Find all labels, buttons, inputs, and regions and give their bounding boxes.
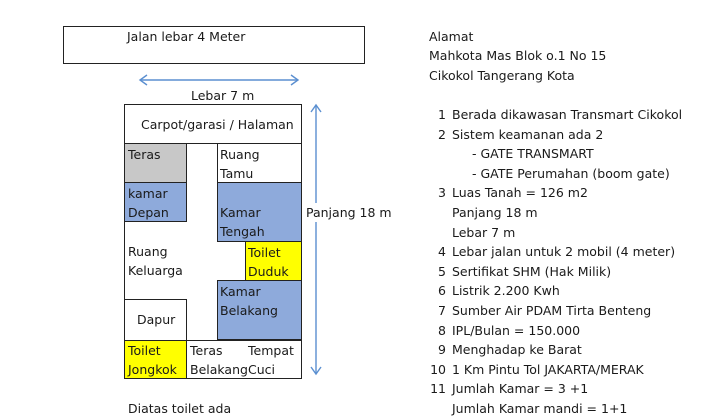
toilet-jongkok-label-2: Jongkok bbox=[128, 362, 177, 377]
feature-number: 2 bbox=[438, 126, 446, 142]
feature-item bbox=[420, 203, 682, 223]
feature-number: 6 bbox=[438, 283, 446, 299]
address-line-2: Cikokol Tangerang Kota bbox=[429, 68, 575, 83]
feature-text: IPL/Bulan = 150.000 bbox=[452, 322, 581, 338]
feature-number: 1 bbox=[438, 107, 446, 122]
feature-text: Panjang 18 m bbox=[452, 204, 538, 220]
footer-note: Diatas toilet ada bbox=[128, 401, 232, 416]
teras-belakang-label-2: Belakang bbox=[190, 362, 248, 377]
ruang-tamu-label-1: Ruang bbox=[220, 147, 260, 162]
feature-item bbox=[420, 223, 682, 243]
tempat-cuci-label-1: Tempat bbox=[248, 343, 294, 358]
feature-text: Jumlah Kamar mandi = 1+1 bbox=[452, 400, 628, 416]
tempat-cuci-label-2: Cuci bbox=[248, 362, 275, 377]
feature-number: 4 bbox=[438, 244, 446, 260]
feature-text: Listrik 2.200 Kwh bbox=[452, 283, 560, 299]
feature-item bbox=[420, 105, 682, 125]
feature-text: - GATE TRANSMART bbox=[472, 146, 594, 162]
address-line-1: Mahkota Mas Blok o.1 No 15 bbox=[429, 48, 607, 63]
feature-number: 10 bbox=[430, 361, 446, 377]
feature-text: Berada dikawasan Transmart Cikokol bbox=[452, 107, 683, 122]
ruang-keluarga-label-2: Keluarga bbox=[128, 263, 183, 278]
feature-item bbox=[420, 301, 682, 321]
feature-item bbox=[420, 360, 682, 380]
teras-label: Teras bbox=[128, 147, 161, 162]
kamar-tengah-label-1: Kamar bbox=[220, 205, 261, 220]
ruang-tamu-label-2: Tamu bbox=[220, 166, 254, 181]
feature-number: 3 bbox=[438, 185, 446, 201]
feature-number: 9 bbox=[438, 342, 446, 358]
feature-item bbox=[420, 321, 682, 341]
feature-item bbox=[420, 164, 682, 184]
feature-number: 5 bbox=[438, 263, 446, 279]
feature-item bbox=[420, 281, 682, 301]
feature-number: 7 bbox=[438, 302, 446, 318]
kamar-depan-label-2: Depan bbox=[128, 205, 169, 220]
toilet-jongkok-label-1: Toilet bbox=[128, 343, 161, 358]
feature-item bbox=[420, 144, 682, 164]
feature-text: Jumlah Kamar = 3 +1 bbox=[452, 381, 589, 397]
feature-item bbox=[420, 379, 682, 399]
toilet-duduk-label-2: Duduk bbox=[248, 264, 289, 279]
feature-text: Sistem keamanan ada 2 bbox=[452, 126, 604, 142]
toilet-duduk-label-1: Toilet bbox=[248, 245, 281, 260]
address-heading: Alamat bbox=[429, 29, 474, 44]
feature-text: Lebar 7 m bbox=[452, 224, 516, 240]
feature-text: - GATE Perumahan (boom gate) bbox=[472, 165, 670, 181]
width-label: Lebar 7 m bbox=[191, 88, 255, 103]
feature-item bbox=[420, 183, 682, 203]
feature-number: 11 bbox=[430, 381, 446, 397]
kamar-depan-label-1: kamar bbox=[128, 186, 168, 201]
length-label: Panjang 18 m bbox=[306, 205, 392, 220]
feature-text: Menghadap ke Barat bbox=[452, 342, 582, 358]
teras-belakang-label-1: Teras bbox=[190, 343, 223, 358]
feature-item bbox=[420, 399, 682, 419]
ruang-keluarga-label-1: Ruang bbox=[128, 244, 168, 259]
dapur-label: Dapur bbox=[137, 312, 176, 327]
feature-text: Luas Tanah = 126 m2 bbox=[452, 185, 588, 201]
feature-list bbox=[420, 105, 682, 419]
feature-item bbox=[420, 242, 682, 262]
kamar-belakang-label-2: Belakang bbox=[220, 303, 278, 318]
feature-text: 1 Km Pintu Tol JAKARTA/MERAK bbox=[452, 361, 644, 377]
carport-label: Carpot/garasi / Halaman bbox=[141, 117, 294, 132]
feature-item bbox=[420, 340, 682, 360]
feature-text: Sertifikat SHM (Hak Milik) bbox=[452, 263, 612, 279]
kamar-tengah-label-2: Tengah bbox=[220, 224, 265, 239]
kamar-belakang-label-1: Kamar bbox=[220, 284, 261, 299]
feature-item bbox=[420, 125, 682, 145]
feature-item bbox=[420, 262, 682, 282]
feature-number: 8 bbox=[438, 322, 446, 338]
feature-text: Sumber Air PDAM Tirta Benteng bbox=[452, 302, 652, 318]
road-label: Jalan lebar 4 Meter bbox=[127, 29, 246, 44]
feature-text: Lebar jalan untuk 2 mobil (4 meter) bbox=[452, 244, 676, 260]
